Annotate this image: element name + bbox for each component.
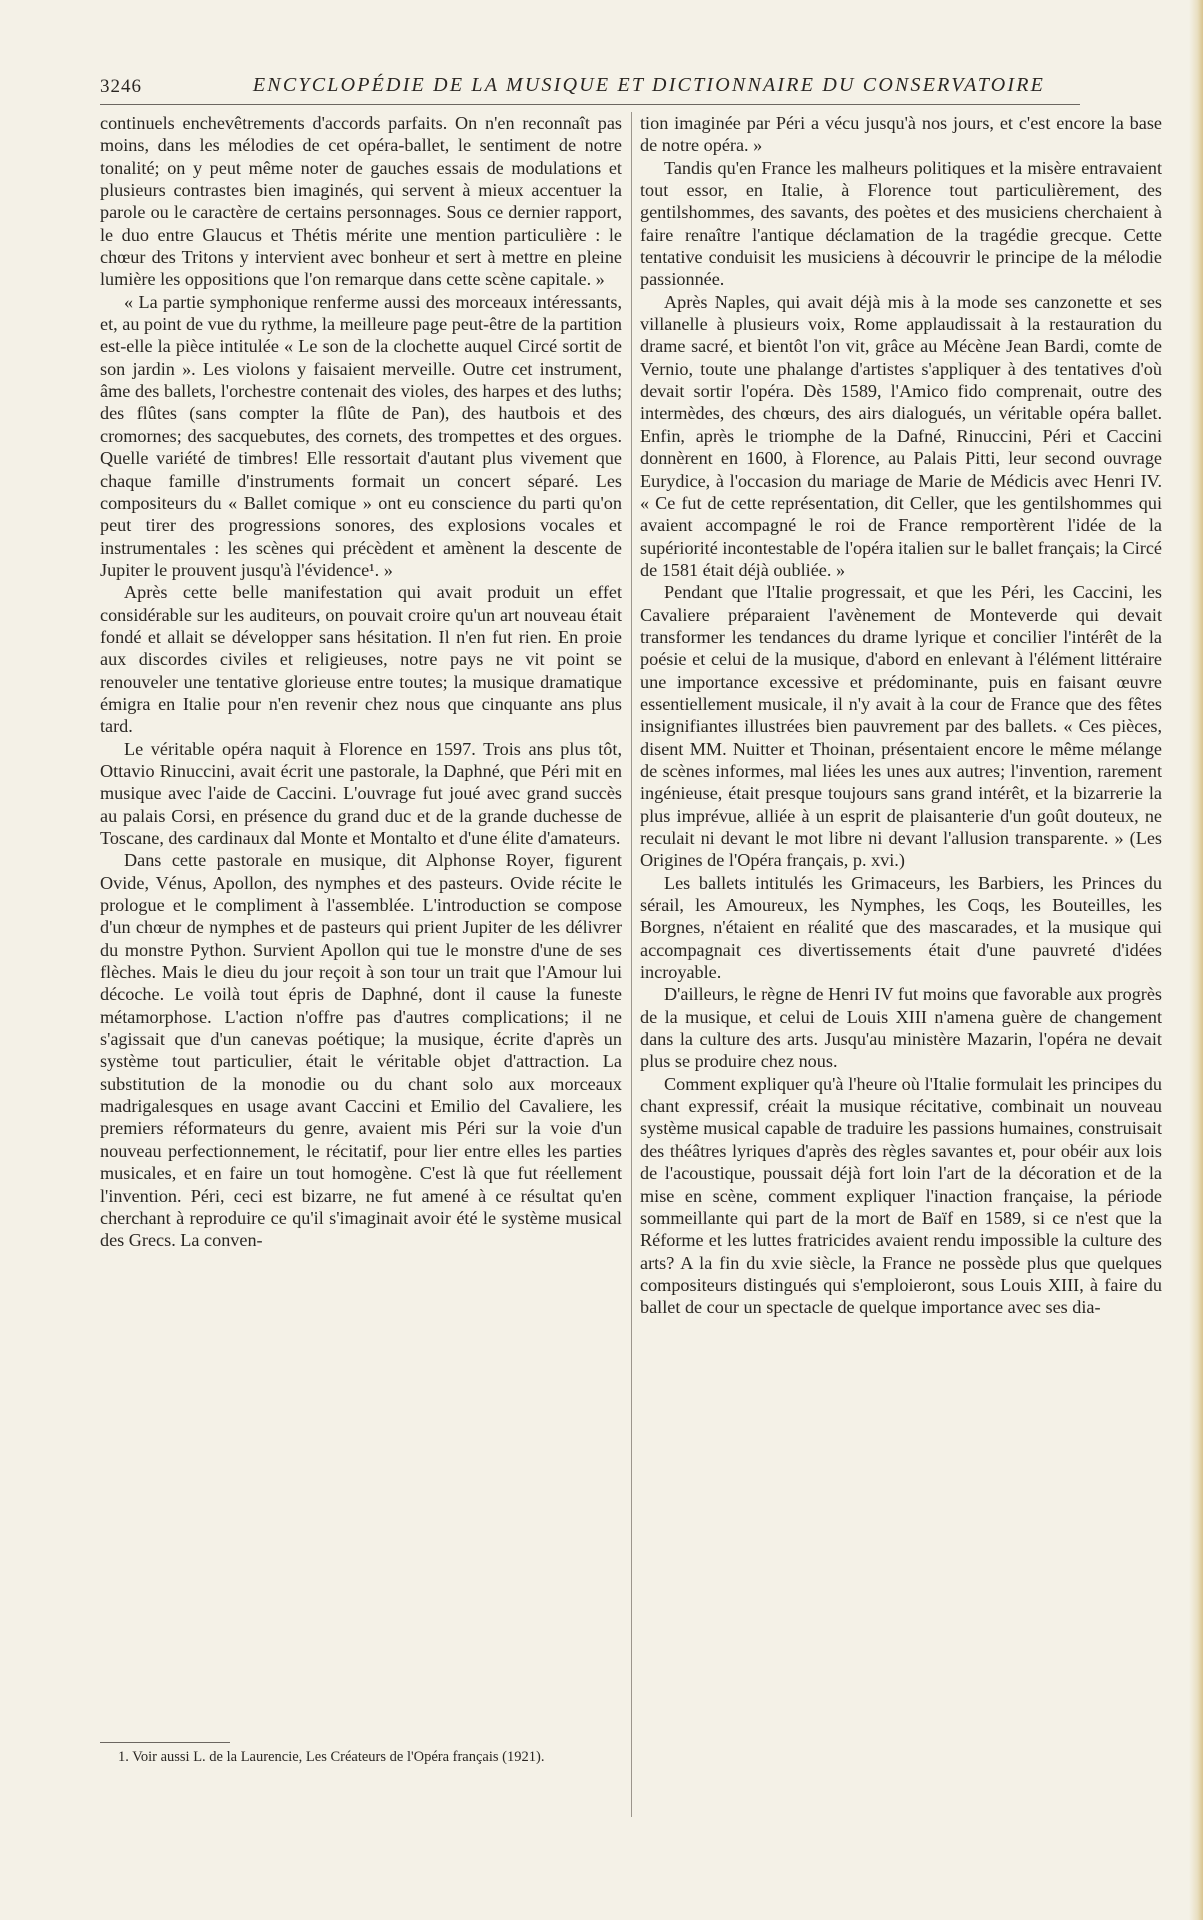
page-edge [1189, 0, 1203, 1920]
paragraph: Dans cette pastorale en musique, dit Alphonse Royer, figurent Ovide, Vénus, Apollon, des nymphes et des pasteurs. Ovide récite le prologue et le compliment à l'assemblée. L'introduction se compose d'un chœur de nymphes et de pasteurs qui prient Jupiter de les délivrer du monstre Python. Survient Apollon qui tue le monstre d'une de ses flèches. Mais le dieu du jour reçoit à son tour un trait que l'Amour lui décoche. Le voilà tout épris de Daphné, dont il cause la funeste métamorphose. L'action n'offre pas d'autres complications; il ne s'agissait que d'un canevas poétique; la musique, écrite d'après un système tout particulier, était le véritable objet d'attraction. La substitution de la monodie ou du chant solo aux morceaux madrigalesques en usage avant Caccini et Emilio del Cavaliere, les premiers réformateurs du genre, avaient mis Péri sur la voie d'un nouveau perfectionnement, le récitatif, pour lier entre elles les parties musicales, et en faire un tout homogène. C'est là que fut réellement l'invention. Péri, ceci est bizarre, ne fut amené à ce résultat qu'en cherchant à reproduire ce qu'il s'imaginait avoir été le système musical des Grecs. La conven- [100, 850, 622, 1251]
running-head [100, 74, 1080, 105]
left-column [100, 112, 622, 1252]
paragraph: « La partie symphonique renferme aussi des morceaux intéressants, et, au point de vue du rythme, la meilleure page peut-être de la partition est-elle la pièce intitulée « Le son de la clochette auquel Circé sortit de son jardin ». Les violons y faisaient merveille. Outre cet instrument, âme des ballets, l'orchestre contenait des violes, des harpes et des luths; des flûtes (sans compter la flûte de Pan), des hautbois et des cromornes; des sacquebutes, des cornets, des trompettes et des orgues. Quelle variété de timbres! Elle ressortait d'autant plus vivement que chaque famille d'instruments formait un concert séparé. Les compositeurs du « Ballet comique » ont eu conscience du parti qu'on peut tirer des progressions sonores, des explosions vocales et instrumentales : les scènes qui précèdent et amènent la descente de Jupiter le prouvent jusqu'à l'évidence¹. » [100, 291, 622, 580]
page-number: 3246 [100, 76, 142, 97]
footnote-divider [100, 1742, 230, 1743]
paragraph: Après cette belle manifestation qui avait produit un effet considérable sur les auditeurs, on pouvait croire qu'un art nouveau était fondé et allait se développer sans hésitation. Il n'en fut rien. En proie aux discordes civiles et religieuses, notre pays ne vit point se renouveler une tentative glorieuse entre toutes; la musique dramatique émigra en Italie pour n'en revenir chez nous que cinquante ans plus tard. [100, 582, 622, 737]
paragraph: D'ailleurs, le règne de Henri IV fut moins que favorable aux progrès de la musique, et celui de Louis XIII n'amena guère de changement dans la culture des arts. Jusqu'au ministère Mazarin, l'opéra ne devait plus se produire chez nous. [640, 984, 1162, 1072]
footnote: 1. Voir aussi L. de la Laurencie, Les Créateurs de l'Opéra français (1921). [118, 1749, 545, 1765]
right-column [640, 112, 1162, 1319]
paragraph: tion imaginée par Péri a vécu jusqu'à nos jours, et c'est encore la base de notre opéra. » [640, 113, 1162, 156]
column-divider [631, 112, 632, 1817]
running-title: ENCYCLOPÉDIE DE LA MUSIQUE ET DICTIONNAIRE DU CONSERVATOIRE [252, 74, 1046, 96]
paragraph: Tandis qu'en France les malheurs politiques et la misère entravaient tout essor, en Italie, à Florence tout particulièrement, des gentilshommes, des savants, des poètes et des musiciens cherchaient à faire renaître l'antique déclamation de la tragédie grecque. Cette tentative conduisit les musiciens à découvrir le principe de la mélodie passionnée. [640, 157, 1162, 290]
paragraph: Le véritable opéra naquit à Florence en 1597. Trois ans plus tôt, Ottavio Rinuccini, avait écrit une pastorale, la Daphné, que Péri mit en musique avec l'aide de Caccini. L'ouvrage fut joué avec grand succès au palais Corsi, en présence du grand duc et de la grande duchesse de Toscane, des cardinaux dal Monte et Montalto et d'une élite d'amateurs. [100, 738, 622, 848]
paragraph: Après Naples, qui avait déjà mis à la mode ses canzonette et ses villanelle à plusieurs voix, Rome applaudissait à la restauration du drame sacré, et bientôt l'on vit, grâce au Mécène Jean Bardi, comte de Vernio, toute une phalange d'artistes s'appliquer à des tentatives d'où devait sortir l'opéra. Dès 1589, l'Amico fido comprenait, outre des intermèdes, des chœurs, des airs dialogués, un véritable opéra ballet. Enfin, après le triomphe de la Dafné, Rinuccini, Péri et Caccini donnèrent en 1600, à Florence, au Palais Pitti, leur second ouvrage Eurydice, à l'occasion du mariage de Marie de Médicis avec Henri IV. « Ce fut de cette représentation, dit Celler, que les gentilshommes qui avaient accompagné le roi de France remportèrent l'idée de la supériorité incontestable de l'opéra italien sur le ballet français; la Circé de 1581 était déjà oubliée. » [640, 291, 1162, 580]
paragraph: continuels enchevêtrements d'accords parfaits. On n'en reconnaît pas moins, dans les mélodies de cet opéra-ballet, le sentiment de notre tonalité; on y peut même noter de gauches essais de modulations et plusieurs contrastes bien imaginés, qui servent à mieux accentuer la parole ou le caractère de certains personnages. Sous ce dernier rapport, le duo entre Glaucus et Thétis mérite une mention particulière : le chœur des Tritons y intervient avec bonheur et sert à mettre en pleine lumière les oppositions que l'on remarque dans cette scène capitale. » [100, 113, 622, 290]
paragraph: Les ballets intitulés les Grimaceurs, les Barbiers, les Princes du sérail, les Amoureux, les Nymphes, les Coqs, les Bouteilles, les Borgnes, n'étaient en réalité que des mascarades, et la musique qui accompagnait ces divertissements était d'une pauvreté d'idées incroyable. [640, 872, 1162, 983]
paragraph: Comment expliquer qu'à l'heure où l'Italie formulait les principes du chant expressif, créait la musique récitative, combinait un nouveau système musical capable de traduire les passions humaines, construisait des théâtres lyriques d'après des règles savantes et, pour obéir aux lois de l'acoustique, poussait déjà fort loin l'art de la décoration et de la mise en scène, comment expliquer l'inaction française, la période sommeillante qui part de la mort de Baïf en 1589, si ce n'est que la Réforme et les luttes fratricides avaient rendu impossible la culture des arts? A la fin du xvie siècle, la France ne possède plus que quelques compositeurs distingués qui s'emploieront, sous Louis XIII, à faire du ballet de cour un spectacle de quelque importance avec ses dia- [640, 1073, 1162, 1318]
paragraph: Pendant que l'Italie progressait, et que les Péri, les Caccini, les Cavaliere préparaient l'avènement de Monteverde qui devait transformer les tendances du drame lyrique et concilier l'intérêt de la poésie et celui de la musique, d'abord en enlevant à l'élément littéraire une importance excessive et prédominante, puis en faisant œuvre essentiellement musicale, il n'y avait à la cour de France que des fêtes insignifiantes illustrées bien pauvrement par des ballets. « Ces pièces, disent MM. Nuitter et Thoinan, présentaient encore le même mélange de scènes informes, mal liées les unes aux autres; l'invention, rarement ingénieuse, était presque toujours sans grand intérêt, et la bizarrerie la plus imprévue, alliée à un esprit de plaisanterie d'un goût douteux, ne reculait ni devant le mot libre ni devant l'allusion transparente. » (Les Origines de l'Opéra français, p. xvi.) [640, 582, 1162, 871]
